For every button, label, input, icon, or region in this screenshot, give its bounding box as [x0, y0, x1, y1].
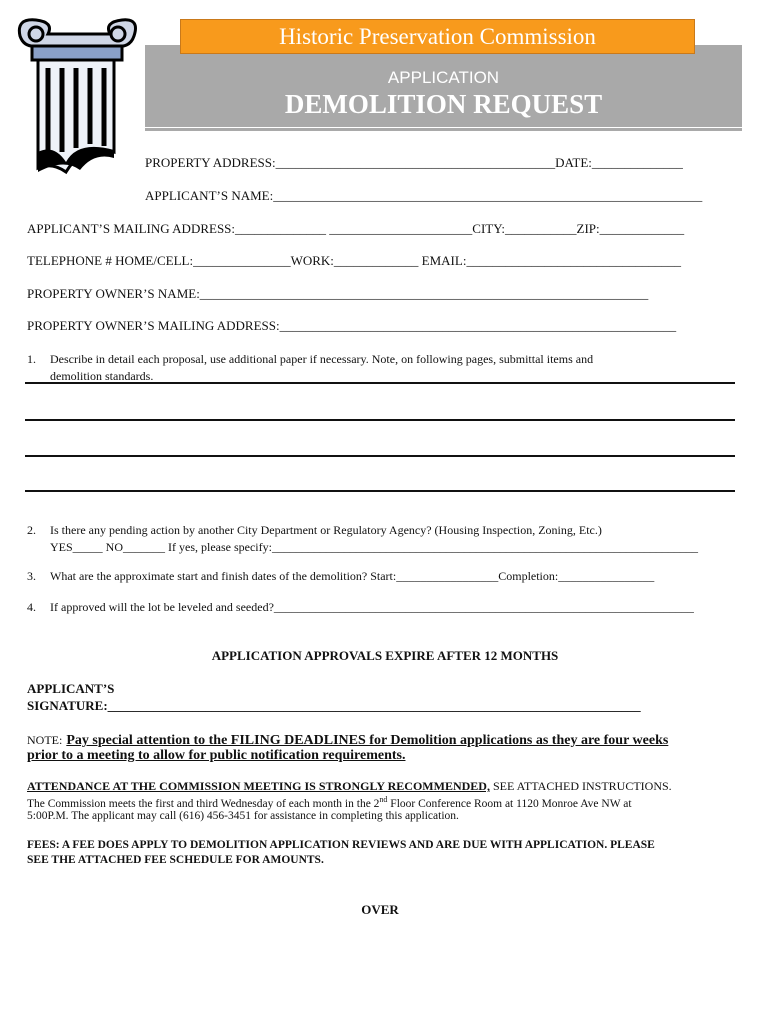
q1-answer-line[interactable] — [25, 419, 735, 421]
expire-notice: APPLICATION APPROVALS EXPIRE AFTER 12 MONTHS — [211, 648, 559, 663]
page-title: DEMOLITION REQUEST — [284, 89, 603, 119]
meeting-info-a: The Commission meets the first and third Wednesday of each month in the 2 — [27, 797, 380, 810]
meeting-info-sup: nd — [379, 795, 388, 804]
header-gray-line — [145, 127, 742, 131]
owner-name-field[interactable]: PROPERTY OWNER’S NAME:_____________________________________________________________________ — [27, 286, 649, 301]
q1-number: 1. — [27, 352, 36, 366]
q1-answer-line[interactable] — [25, 382, 735, 384]
application-label: APPLICATION — [387, 68, 500, 87]
note-paragraph — [27, 731, 668, 749]
q2-number: 2. — [27, 523, 36, 537]
attendance-strong: ATTENDANCE AT THE COMMISSION MEETING IS STRONGLY RECOMMENDED, — [27, 779, 490, 793]
attendance-notice — [27, 779, 672, 794]
q2-answer-field[interactable]: YES_____ NO_______ If yes, please specify:_______________________________________________________________________ — [50, 540, 698, 554]
meeting-info — [27, 795, 632, 810]
mailing-address-field[interactable]: APPLICANT’S MAILING ADDRESS:______________ ______________________CITY:___________ZIP:_____________ — [27, 221, 685, 236]
note-label: NOTE: — [27, 733, 63, 747]
signature-label: APPLICANT’S — [27, 681, 115, 696]
q4-number: 4. — [27, 600, 36, 614]
q3-number: 3. — [27, 569, 36, 583]
column-logo — [14, 12, 140, 182]
fees-notice-cont: SEE THE ATTACHED FEE SCHEDULE FOR AMOUNTS. — [27, 854, 324, 866]
meeting-info-b: Floor Conference Room at 1120 Monroe Ave NW at — [387, 797, 632, 810]
property-address-field[interactable]: PROPERTY ADDRESS:___________________________________________DATE:______________ — [145, 155, 683, 170]
note-text: Pay special attention to the FILING DEADLINES for Demolition applications as they are four weeks — [66, 733, 669, 748]
owner-mailing-field[interactable]: PROPERTY OWNER’S MAILING ADDRESS:_____________________________________________________________ — [27, 318, 677, 333]
q1-answer-line[interactable] — [25, 490, 735, 492]
applicant-name-field[interactable]: APPLICANT’S NAME:__________________________________________________________________ — [145, 188, 703, 203]
commission-banner: Historic Preservation Commission — [180, 19, 695, 54]
attendance-rest: SEE ATTACHED INSTRUCTIONS. — [489, 779, 672, 793]
over-label: OVER — [361, 902, 399, 917]
q3-dates-field[interactable]: What are the approximate start and finish dates of the demolition? Start:_________________Completion:________________ — [50, 569, 655, 583]
q1-text-a: Describe in detail each proposal, use additional paper if necessary. Note, on following pages, submittal items and — [50, 352, 594, 366]
note-text-cont: prior to a meeting to allow for public notification requirements. — [27, 748, 406, 763]
meeting-info-cont: 5:00P.M. The applicant may call (616) 456-3451 for assistance in completing this application. — [27, 810, 459, 822]
signature-field[interactable]: SIGNATURE:__________________________________________________________________________________ — [27, 698, 641, 713]
q2-text-a: Is there any pending action by another City Department or Regulatory Agency? (Housing Inspection, Zoning, Etc.) — [50, 523, 602, 537]
telephone-field[interactable]: TELEPHONE # HOME/CELL:_______________WORK:_____________ EMAIL:_________________________________ — [27, 253, 681, 268]
q1-answer-line[interactable] — [25, 455, 735, 457]
fees-notice: FEES: A FEE DOES APPLY TO DEMOLITION APPLICATION REVIEWS AND ARE DUE WITH APPLICATION. PLEASE — [27, 839, 655, 851]
q1-text-b: demolition standards. — [50, 369, 154, 383]
q4-answer-field[interactable]: If approved will the lot be leveled and seeded?______________________________________________________________________ — [50, 600, 694, 614]
